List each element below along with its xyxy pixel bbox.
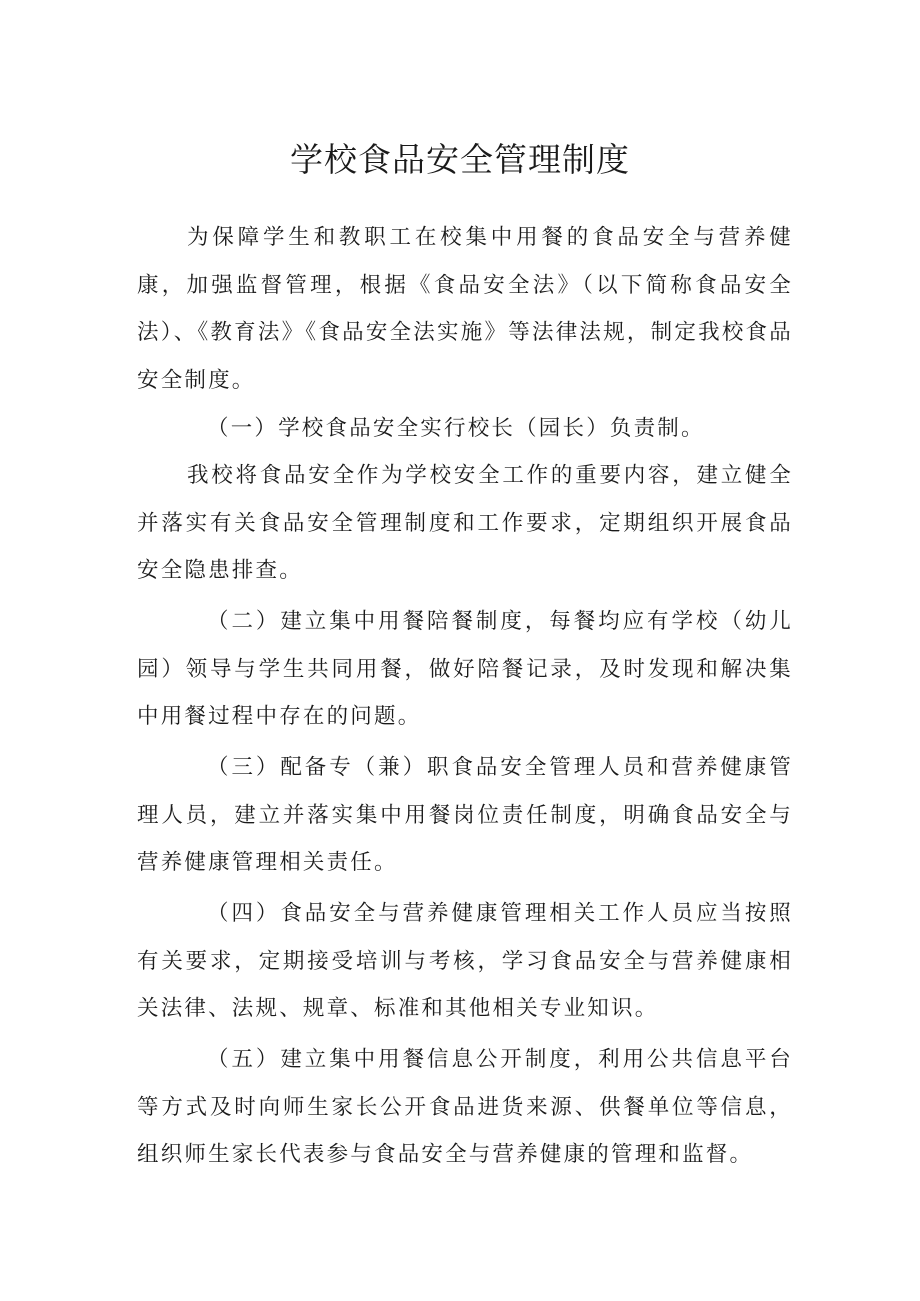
paragraph-section-4: （四）食品安全与营养健康管理相关工作人员应当按照有关要求，定期接受培训与考核，学习食品安全与营养健康相关法律、法规、规章、标准和其他相关专业知识。 (137, 901, 793, 1021)
paragraph-section-5: （五）建立集中用餐信息公开制度，利用公共信息平台等方式及时向师生家长公开食品进货来源、供餐单位等信息，组织师生家长代表参与食品安全与营养健康的管理和监督。 (137, 1047, 793, 1167)
paragraph-section-1-body: 我校将食品安全作为学校安全工作的重要内容，建立健全并落实有关食品安全管理制度和工作要求，定期组织开展食品安全隐患排查。 (137, 463, 793, 583)
paragraph-section-1-heading: （一）学校食品安全实行校长（园长）负责制。 (207, 416, 705, 441)
paragraph-intro: 为保障学生和教职工在校集中用餐的食品安全与营养健康，加强监督管理，根据《食品安全法》（以下简称食品安全法）、《教育法》《食品安全法实施》等法律法规，制定我校食品安全制度。 (137, 225, 793, 393)
paragraph-section-3: （三）配备专（兼）职食品安全管理人员和营养健康管理人员，建立并落实集中用餐岗位责任制度，明确食品安全与营养健康管理相关责任。 (137, 755, 793, 875)
paragraph-section-2: （二）建立集中用餐陪餐制度，每餐均应有学校（幼儿园）领导与学生共同用餐，做好陪餐记录，及时发现和解决集中用餐过程中存在的问题。 (137, 609, 793, 729)
document-title: 学校食品安全管理制度 (290, 140, 630, 179)
